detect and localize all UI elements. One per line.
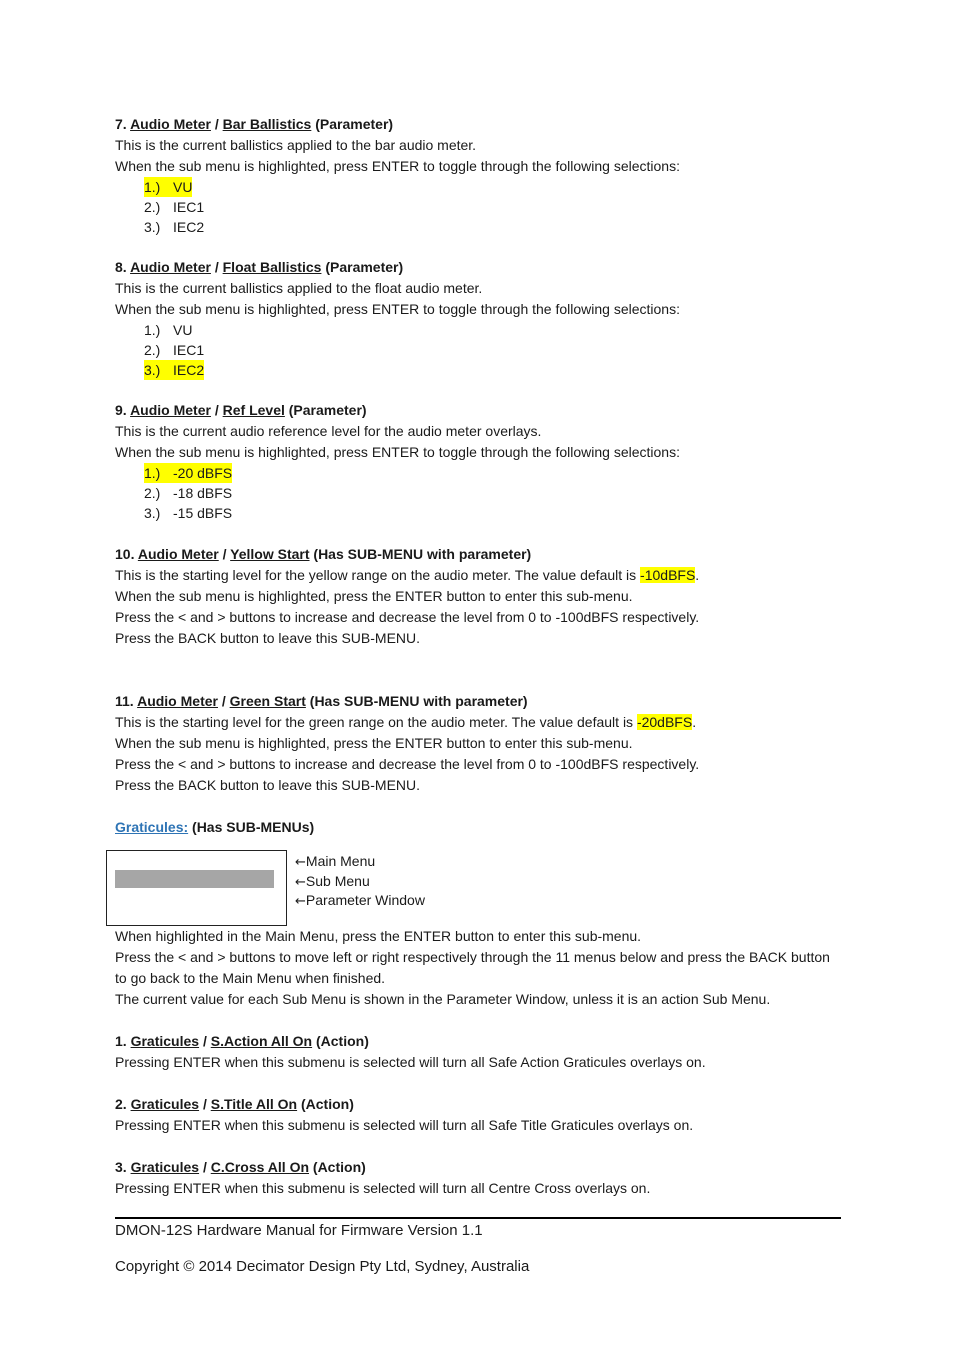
section-heading: 10. Audio Meter / Yellow Start (Has SUB-MENU with parameter): [115, 546, 532, 562]
description-line: When the sub menu is highlighted, press ENTER to toggle through the following selections:: [115, 301, 680, 317]
footer-copyright: Copyright © 2014 Decimator Design Pty Ltd, Sydney, Australia: [115, 1258, 530, 1275]
left-arrow-icon: ←: [295, 894, 306, 909]
section-9: [115, 400, 841, 523]
section-heading: 9. Audio Meter / Ref Level (Parameter): [115, 402, 367, 418]
graticules-link[interactable]: Graticules:: [115, 819, 189, 835]
description-line: This is the starting level for the green range on the audio meter. The value default is -20dBFS.: [115, 714, 697, 730]
section-10: [115, 544, 841, 649]
option-item: [144, 177, 841, 197]
option-item: 3.) IEC2: [144, 219, 205, 235]
description-line: This is the current ballistics applied to the bar audio meter.: [115, 137, 477, 153]
diagram-label-parameter-window: ←Parameter Window: [295, 892, 425, 909]
option-list: [115, 177, 841, 237]
section-8: [115, 257, 841, 380]
section-heading: 8. Audio Meter / Float Ballistics (Parameter): [115, 259, 404, 275]
heading-link-stitle-all-on: S.Title All On: [210, 1096, 298, 1112]
heading-link-audio-meter: Audio Meter: [130, 116, 211, 132]
option-item: 2.) -18 dBFS: [144, 485, 233, 501]
option-list: [115, 463, 841, 523]
heading-link-audio-meter: Audio Meter: [130, 259, 211, 275]
left-arrow-icon: ←: [295, 855, 306, 870]
heading-link-float-ballistics: Float Ballistics: [222, 259, 322, 275]
heading-link-graticules: Graticules: [130, 1096, 200, 1112]
option-item: 3.) -15 dBFS: [144, 505, 233, 521]
diagram-label-main-menu: ←Main Menu: [295, 853, 376, 870]
option-item: [144, 463, 841, 483]
diagram-label-sub-menu: ←Sub Menu: [295, 872, 370, 890]
heading-link-saction-all-on: S.Action All On: [210, 1033, 313, 1049]
option-highlighted: 1.) -20 dBFS: [144, 465, 233, 481]
item-heading: 2. Graticules / S.Title All On (Action): [115, 1096, 354, 1112]
option-item: 2.) IEC1: [144, 199, 205, 215]
description-line: Pressing ENTER when this submenu is selected will turn all Safe Title Graticules overlays on.: [115, 1117, 694, 1133]
section-heading: 11. Audio Meter / Green Start (Has SUB-MENU with parameter): [115, 693, 528, 709]
description-line: Press the < and > buttons to increase and decrease the level from 0 to -100dBFS respectively.: [115, 756, 700, 772]
graticules-item-1: [115, 1031, 841, 1073]
item-heading: 3. Graticules / C.Cross All On (Action): [115, 1159, 366, 1175]
heading-link-ref-level: Ref Level: [222, 402, 285, 418]
description-line: When the sub menu is highlighted, press the ENTER button to enter this sub-menu.: [115, 735, 633, 751]
diagram-labels: [295, 852, 425, 911]
heading-link-audio-meter: Audio Meter: [130, 402, 211, 418]
option-highlighted: 1.) VU: [144, 179, 193, 195]
description-line: Press the < and > buttons to increase and decrease the level from 0 to -100dBFS respectively.: [115, 609, 700, 625]
option-item: 1.) VU: [144, 322, 193, 338]
default-value: -20dBFS: [636, 714, 693, 730]
heading-link-graticules: Graticules: [130, 1159, 200, 1175]
option-list: [115, 320, 841, 380]
intro-line: When highlighted in the Main Menu, press the ENTER button to enter this sub-menu.: [115, 928, 642, 944]
description-line: Pressing ENTER when this submenu is selected will turn all Safe Action Graticules overlays on.: [115, 1054, 706, 1070]
description-line: This is the current audio reference level for the audio meter overlays.: [115, 423, 542, 439]
footer-divider: [115, 1217, 841, 1219]
graticules-item-2: [115, 1094, 841, 1136]
section-heading: 7. Audio Meter / Bar Ballistics (Parameter): [115, 116, 394, 132]
description-line: Press the BACK button to leave this SUB-MENU.: [115, 630, 421, 646]
left-arrow-icon: ←: [295, 874, 306, 890]
option-highlighted: 3.) IEC2: [144, 362, 205, 378]
description-line: When the sub menu is highlighted, press the ENTER button to enter this sub-menu.: [115, 588, 633, 604]
description-line: Press the BACK button to leave this SUB-MENU.: [115, 777, 421, 793]
display-window-box: [106, 850, 287, 926]
heading-link-graticules: Graticules: [130, 1033, 200, 1049]
description-line: When the sub menu is highlighted, press ENTER to toggle through the following selections:: [115, 158, 680, 174]
description-line: This is the current ballistics applied to the float audio meter.: [115, 280, 483, 296]
graticules-item-3: [115, 1157, 841, 1199]
heading-link-ccross-all-on: C.Cross All On: [210, 1159, 310, 1175]
default-value: -10dBFS: [640, 567, 696, 583]
manual-page: [115, 114, 841, 1199]
sub-menu-bar: [115, 870, 274, 888]
graticules-heading: Graticules: (Has SUB-MENUs): [115, 819, 315, 835]
option-item: [144, 360, 841, 380]
section-11: [115, 691, 841, 796]
footer-manual-title: DMON-12S Hardware Manual for Firmware Version 1.1: [115, 1222, 483, 1239]
heading-link-green-start: Green Start: [229, 693, 306, 709]
graticules-section: [115, 817, 841, 1199]
heading-link-yellow-start: Yellow Start: [230, 546, 310, 562]
option-item: 2.) IEC1: [144, 342, 205, 358]
intro-line: The current value for each Sub Menu is shown in the Parameter Window, unless it is an action Sub Menu.: [115, 991, 771, 1007]
heading-link-bar-ballistics: Bar Ballistics: [222, 116, 312, 132]
heading-link-audio-meter: Audio Meter: [137, 693, 218, 709]
menu-diagram: [115, 850, 841, 926]
heading-link-audio-meter: Audio Meter: [137, 546, 219, 562]
section-7: [115, 114, 841, 237]
intro-line: Press the < and > buttons to move left or right respectively through the 11 menus below and press the BACK button to go back to the Main Menu when finished.: [115, 949, 830, 986]
item-heading: 1. Graticules / S.Action All On (Action): [115, 1033, 369, 1049]
description-line: When the sub menu is highlighted, press ENTER to toggle through the following selections:: [115, 444, 680, 460]
description-line: Pressing ENTER when this submenu is selected will turn all Centre Cross overlays on.: [115, 1180, 651, 1196]
description-line: This is the starting level for the yellow range on the audio meter. The value default is -10dBFS.: [115, 567, 700, 583]
